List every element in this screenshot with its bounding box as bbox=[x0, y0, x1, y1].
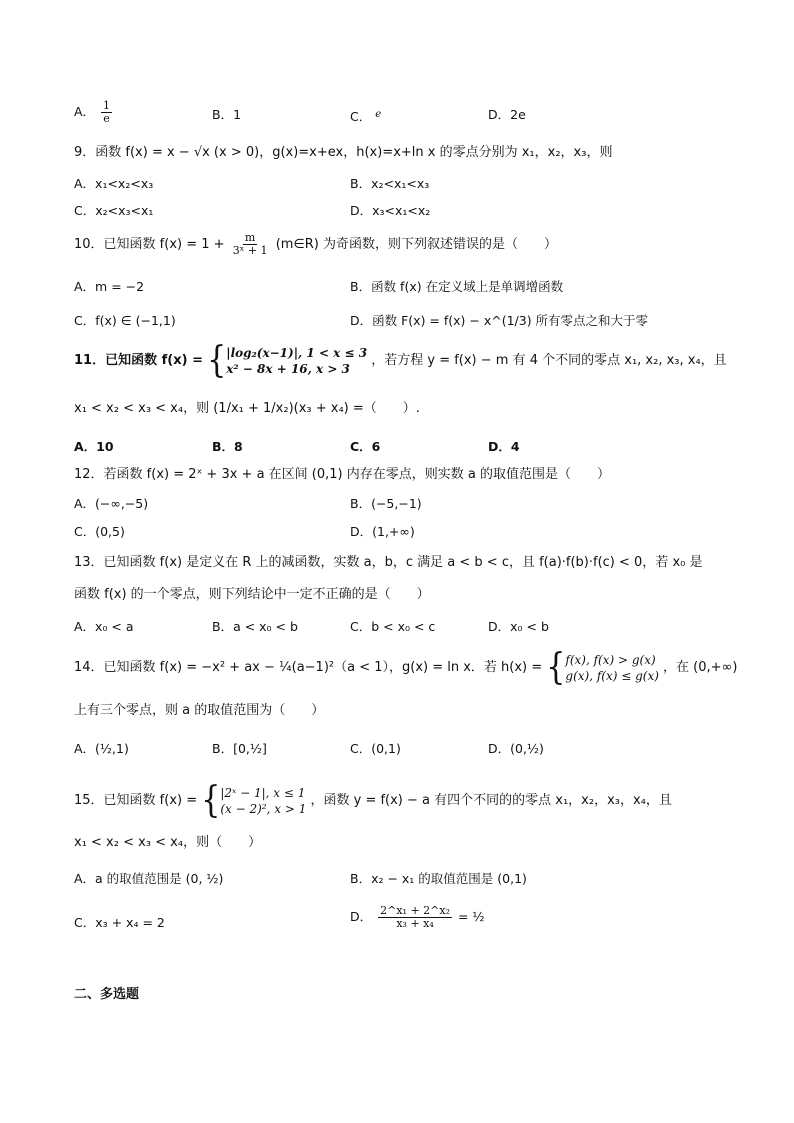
q14-stem bbox=[74, 645, 738, 688]
q11-option-c[interactable]: C．6 bbox=[350, 439, 381, 454]
q14-option-d[interactable]: D．(0,½) bbox=[488, 741, 544, 756]
q10-stem-pre: 10．已知函数 f(x) = 1 + bbox=[74, 237, 225, 252]
q11-option-a[interactable]: A．10 bbox=[74, 439, 114, 454]
q12-option-c[interactable]: C．(0,5) bbox=[74, 524, 125, 539]
q11-case-1: |log₂(x−1)|, 1 < x ≤ 3 bbox=[226, 345, 368, 360]
q15-option-b[interactable]: B．x₂ − x₁ 的取值范围是 (0,1) bbox=[350, 871, 527, 886]
q15-stem bbox=[74, 778, 672, 821]
q9-option-a[interactable]: A．x₁<x₂<x₃ bbox=[74, 176, 154, 191]
q10-option-d[interactable]: D．函数 F(x) = f(x) − x^(1/3) 所有零点之和大于零 bbox=[350, 313, 649, 328]
q9-stem: 9．函数 f(x) = x − √x (x > 0)，g(x)=x+ex，h(x)=x+ln x 的零点分别为 x₁，x₂，x₃，则 bbox=[74, 145, 613, 160]
q10-option-c[interactable]: C．f(x) ∈ (−1,1) bbox=[74, 313, 176, 328]
q14-brace-icon: { bbox=[546, 645, 566, 688]
q14-case-2: g(x), f(x) ≤ g(x) bbox=[565, 668, 659, 683]
q15-brace-icon: { bbox=[201, 778, 221, 821]
q14-option-c[interactable]: C．(0,1) bbox=[350, 741, 401, 756]
q13-line-1: 13．已知函数 f(x) 是定义在 R 上的减函数，实数 a，b，c 满足 a < b < c，且 f(a)·f(b)·f(c) < 0，若 x₀ 是 bbox=[74, 555, 703, 570]
q14-case-1: f(x), f(x) > g(x) bbox=[565, 652, 656, 667]
q15-option-d[interactable] bbox=[350, 905, 485, 930]
q8-option-a-label: A． bbox=[74, 104, 96, 119]
q11-brace-icon: { bbox=[207, 338, 227, 381]
q8-option-c[interactable] bbox=[350, 106, 381, 126]
q10-stem bbox=[74, 232, 557, 257]
q11-stem-post: ，若方程 y = f(x) − m 有 4 个不同的零点 x₁, x₂, x₃, x₄，且 bbox=[371, 353, 727, 368]
section-heading-multiple-choice: 二、多选题 bbox=[74, 987, 140, 1002]
q15-option-d-fraction: $\frac{\text{2\textasciicircum{}x₁ + 2\textasciicircum{}x₂}}{\text{x₃ + x₄}}$ bbox=[380, 904, 450, 930]
q15-option-c[interactable]: C．x₃ + x₄ = 2 bbox=[74, 915, 165, 930]
q15-line-2: x₁ < x₂ < x₃ < x₄，则（ ） bbox=[74, 835, 262, 850]
q15-case-1: |2ˣ − 1|, x ≤ 1 bbox=[220, 785, 306, 800]
q11-case-2: x² − 8x + 16, x > 3 bbox=[226, 361, 350, 376]
q12-stem: 12．若函数 f(x) = 2ˣ + 3x + a 在区间 (0,1) 内存在零点，则实数 a 的取值范围是（ ） bbox=[74, 467, 610, 482]
q8-option-b[interactable]: B．1 bbox=[212, 107, 242, 122]
q15-case-2: (x − 2)², x > 1 bbox=[220, 801, 307, 816]
q10-option-b[interactable]: B．函数 f(x) 在定义域上是单调增函数 bbox=[350, 279, 564, 294]
q15-piecewise bbox=[201, 778, 307, 821]
q9-option-b[interactable]: B．x₂<x₁<x₃ bbox=[350, 176, 430, 191]
q14-stem-pre: 14．已知函数 f(x) = −x² + ax − ¼(a−1)²（a < 1），g(x) = ln x．若 h(x) = bbox=[74, 660, 543, 675]
q8-option-d[interactable]: D．2e bbox=[488, 107, 526, 122]
q9-option-c[interactable]: C．x₂<x₃<x₁ bbox=[74, 203, 154, 218]
q13-option-d[interactable]: D．x₀ < b bbox=[488, 619, 549, 634]
q10-fraction: $\frac{m}{\text{3ˣ + 1}}$ bbox=[232, 231, 268, 257]
q13-option-a[interactable]: A．x₀ < a bbox=[74, 619, 134, 634]
q9-option-d[interactable]: D．x₃<x₁<x₂ bbox=[350, 203, 431, 218]
q13-option-c[interactable]: C．b < x₀ < c bbox=[350, 619, 436, 634]
q11-stem bbox=[74, 338, 727, 381]
q14-option-b[interactable]: B．[0,½] bbox=[212, 741, 267, 756]
q8-option-a[interactable] bbox=[74, 100, 114, 125]
q10-stem-post: (m∈R) 为奇函数，则下列叙述错误的是（ ） bbox=[275, 237, 557, 252]
q14-stem-post: ，在 (0,+∞) bbox=[663, 660, 738, 675]
q11-line-2: x₁ < x₂ < x₃ < x₄，则 (1/x₁ + 1/x₂)(x₃ + x₄) =（ ）. bbox=[74, 401, 420, 416]
q11-piecewise bbox=[207, 338, 368, 381]
q14-line-2: 上有三个零点，则 a 的取值范围为（ ） bbox=[74, 703, 325, 718]
q14-piecewise bbox=[546, 645, 659, 688]
q13-line-2: 函数 f(x) 的一个零点，则下列结论中一定不正确的是（ ） bbox=[74, 587, 430, 602]
q15-stem-post: ，函数 y = f(x) − a 有四个不同的的零点 x₁，x₂，x₃，x₄，且 bbox=[310, 793, 672, 808]
q15-option-a[interactable]: A．a 的取值范围是 (0, ½) bbox=[74, 871, 224, 886]
q11-stem-pre: 11．已知函数 f(x) = bbox=[74, 353, 203, 368]
q12-option-a[interactable]: A．(−∞,−5) bbox=[74, 496, 149, 511]
q8-option-c-label: C． bbox=[350, 109, 372, 124]
q15-option-d-label: D． bbox=[350, 909, 373, 924]
q15-stem-pre: 15．已知函数 f(x) = bbox=[74, 793, 198, 808]
q11-option-d[interactable]: D．4 bbox=[488, 439, 520, 454]
q13-option-b[interactable]: B．a < x₀ < b bbox=[212, 619, 298, 634]
q14-option-a[interactable]: A．(½,1) bbox=[74, 741, 129, 756]
q12-option-d[interactable]: D．(1,+∞) bbox=[350, 524, 415, 539]
q12-option-b[interactable]: B．(−5,−1) bbox=[350, 496, 422, 511]
q10-option-a[interactable]: A．m = −2 bbox=[74, 279, 145, 294]
q8-option-a-fraction: $\frac{1}{e}$ bbox=[103, 99, 111, 125]
q8-option-c-value: e bbox=[375, 109, 382, 120]
q11-option-b[interactable]: B．8 bbox=[212, 439, 243, 454]
q15-option-d-rhs: = ½ bbox=[457, 909, 485, 924]
